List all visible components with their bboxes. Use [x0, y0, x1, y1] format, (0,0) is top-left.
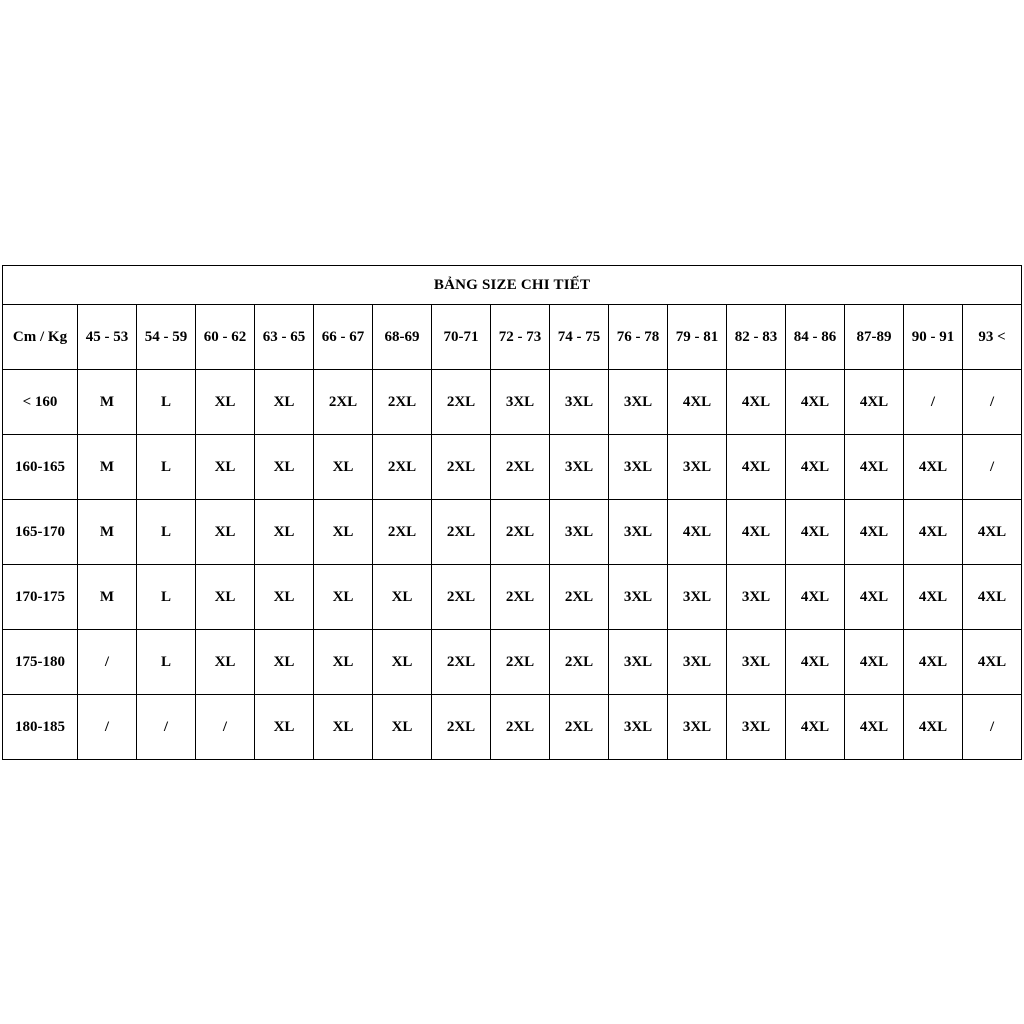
size-cell: 4XL	[786, 435, 845, 500]
size-cell: 3XL	[609, 500, 668, 565]
size-cell: /	[78, 630, 137, 695]
size-cell: 4XL	[845, 695, 904, 760]
size-cell: 3XL	[609, 565, 668, 630]
size-cell: /	[963, 435, 1022, 500]
size-cell: 2XL	[432, 370, 491, 435]
size-cell: 4XL	[904, 500, 963, 565]
size-cell: XL	[314, 695, 373, 760]
size-cell: 2XL	[491, 435, 550, 500]
height-range-cell: 180-185	[3, 695, 78, 760]
table-row	[3, 630, 1022, 695]
size-cell: 2XL	[491, 630, 550, 695]
size-cell: 3XL	[491, 370, 550, 435]
size-cell: 4XL	[963, 565, 1022, 630]
size-cell: M	[78, 435, 137, 500]
header-row	[3, 305, 1022, 370]
weight-column-header: 93 <	[963, 305, 1022, 370]
size-cell: 2XL	[373, 435, 432, 500]
size-cell: 3XL	[727, 565, 786, 630]
weight-column-header: 76 - 78	[609, 305, 668, 370]
size-cell: XL	[314, 500, 373, 565]
table-row	[3, 370, 1022, 435]
size-cell: M	[78, 500, 137, 565]
size-cell: 4XL	[668, 370, 727, 435]
size-cell: /	[963, 695, 1022, 760]
weight-column-header: 90 - 91	[904, 305, 963, 370]
size-cell: 2XL	[314, 370, 373, 435]
size-cell: XL	[196, 630, 255, 695]
size-cell: 4XL	[845, 435, 904, 500]
size-cell: 2XL	[550, 630, 609, 695]
size-cell: 4XL	[845, 630, 904, 695]
size-cell: 4XL	[904, 435, 963, 500]
weight-column-header: 45 - 53	[78, 305, 137, 370]
size-cell: 3XL	[609, 695, 668, 760]
size-cell: 4XL	[786, 565, 845, 630]
size-cell: XL	[255, 370, 314, 435]
size-cell: 2XL	[432, 500, 491, 565]
size-cell: XL	[373, 695, 432, 760]
size-cell: 2XL	[491, 500, 550, 565]
weight-column-header: 82 - 83	[727, 305, 786, 370]
size-cell: XL	[255, 500, 314, 565]
weight-column-header: 70-71	[432, 305, 491, 370]
size-cell: 4XL	[963, 500, 1022, 565]
title-row	[3, 266, 1022, 305]
size-cell: XL	[314, 435, 373, 500]
size-chart-table	[2, 265, 1022, 760]
size-cell: 3XL	[609, 435, 668, 500]
height-range-cell: < 160	[3, 370, 78, 435]
size-cell: 3XL	[550, 370, 609, 435]
size-cell: 3XL	[550, 435, 609, 500]
size-cell: 3XL	[727, 695, 786, 760]
weight-column-header: 63 - 65	[255, 305, 314, 370]
size-cell: 4XL	[904, 630, 963, 695]
size-cell: 4XL	[786, 370, 845, 435]
size-cell: 2XL	[550, 565, 609, 630]
size-cell: 3XL	[727, 630, 786, 695]
size-cell: 4XL	[904, 565, 963, 630]
weight-column-header: 87-89	[845, 305, 904, 370]
table-row	[3, 500, 1022, 565]
size-cell: /	[196, 695, 255, 760]
size-cell: 3XL	[609, 630, 668, 695]
size-cell: XL	[255, 630, 314, 695]
size-cell: XL	[196, 565, 255, 630]
size-cell: /	[78, 695, 137, 760]
weight-column-header: 74 - 75	[550, 305, 609, 370]
size-cell: M	[78, 370, 137, 435]
size-cell: XL	[196, 500, 255, 565]
size-cell: 2XL	[432, 695, 491, 760]
size-cell: 2XL	[491, 695, 550, 760]
size-cell: 2XL	[550, 695, 609, 760]
size-cell: 2XL	[373, 370, 432, 435]
size-cell: 4XL	[845, 565, 904, 630]
size-cell: 3XL	[609, 370, 668, 435]
size-cell: 4XL	[727, 500, 786, 565]
size-cell: 3XL	[668, 630, 727, 695]
size-cell: 3XL	[668, 435, 727, 500]
size-cell: 3XL	[668, 695, 727, 760]
size-cell: XL	[373, 565, 432, 630]
size-cell: M	[78, 565, 137, 630]
size-cell: 4XL	[727, 435, 786, 500]
size-cell: 2XL	[432, 565, 491, 630]
weight-column-header: 60 - 62	[196, 305, 255, 370]
size-cell: 2XL	[432, 435, 491, 500]
weight-column-header: 54 - 59	[137, 305, 196, 370]
table-row	[3, 695, 1022, 760]
height-range-cell: 170-175	[3, 565, 78, 630]
size-cell: 2XL	[432, 630, 491, 695]
size-cell: XL	[314, 630, 373, 695]
corner-label: Cm / Kg	[3, 305, 78, 370]
size-cell: XL	[196, 435, 255, 500]
size-cell: /	[137, 695, 196, 760]
table-row	[3, 435, 1022, 500]
size-cell: XL	[255, 695, 314, 760]
size-cell: 3XL	[668, 565, 727, 630]
height-range-cell: 165-170	[3, 500, 78, 565]
size-cell: L	[137, 500, 196, 565]
table-row	[3, 565, 1022, 630]
weight-column-header: 68-69	[373, 305, 432, 370]
size-cell: 4XL	[786, 695, 845, 760]
size-cell: L	[137, 565, 196, 630]
size-cell: 4XL	[845, 500, 904, 565]
size-cell: 4XL	[727, 370, 786, 435]
height-range-cell: 175-180	[3, 630, 78, 695]
table-title: BẢNG SIZE CHI TIẾT	[3, 266, 1022, 305]
size-chart-body	[3, 266, 1022, 760]
size-cell: 4XL	[786, 500, 845, 565]
size-cell: L	[137, 370, 196, 435]
weight-column-header: 72 - 73	[491, 305, 550, 370]
size-cell: 4XL	[668, 500, 727, 565]
size-cell: 2XL	[491, 565, 550, 630]
size-cell: XL	[255, 565, 314, 630]
size-cell: /	[963, 370, 1022, 435]
size-cell: XL	[255, 435, 314, 500]
size-cell: /	[904, 370, 963, 435]
weight-column-header: 84 - 86	[786, 305, 845, 370]
size-cell: 4XL	[845, 370, 904, 435]
size-cell: 4XL	[786, 630, 845, 695]
height-range-cell: 160-165	[3, 435, 78, 500]
size-cell: XL	[196, 370, 255, 435]
size-cell: XL	[373, 630, 432, 695]
weight-column-header: 79 - 81	[668, 305, 727, 370]
size-cell: 4XL	[963, 630, 1022, 695]
size-cell: 3XL	[550, 500, 609, 565]
weight-column-header: 66 - 67	[314, 305, 373, 370]
size-cell: L	[137, 630, 196, 695]
size-cell: L	[137, 435, 196, 500]
size-cell: 2XL	[373, 500, 432, 565]
size-cell: 4XL	[904, 695, 963, 760]
size-cell: XL	[314, 565, 373, 630]
